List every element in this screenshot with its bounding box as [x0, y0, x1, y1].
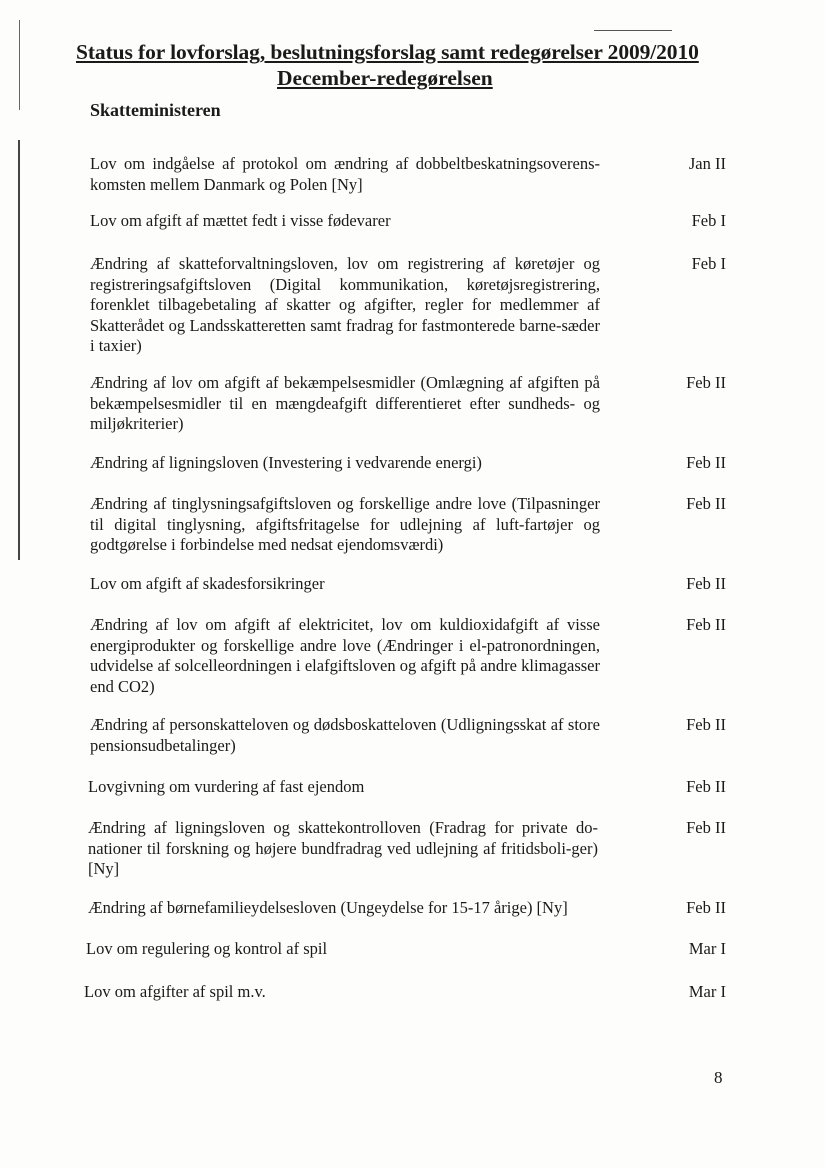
bill-item-text: Lov om afgift af mættet fedt i visse fødevarer	[90, 211, 391, 230]
bill-item-text: Lov om indgåelse af protokol om ændring af dobbeltbeskatningsoverens-komsten mellem Danmark og Polen [Ny]	[90, 154, 600, 194]
bill-item-text: Ændring af ligningsloven (Investering i vedvarende energi)	[90, 453, 482, 472]
bill-item-period: Feb II	[686, 898, 726, 917]
bill-item-period: Feb II	[686, 494, 726, 513]
bill-item-period: Feb II	[686, 818, 726, 837]
bill-item-text: Lov om regulering og kontrol af spil	[86, 939, 328, 958]
bill-item-text: Ændring af tinglysningsafgiftsloven og forskellige andre love (Tilpasninger til digital tinglysning, afgiftsfritagelse for udlejning af luft-fartøjer og godtgørelse i forbindelse med nedsat ejendomsværdi)	[90, 494, 600, 554]
scan-edge-mark	[19, 20, 20, 110]
bill-item-period: Feb II	[686, 615, 726, 634]
bill-item-text: Ændring af lov om afgift af bekæmpelsesmidler (Omlægning af afgiften på bekæmpelsesmidler til en mængdeafgift differentieret efter sundheds- og miljøkriterier)	[90, 373, 600, 433]
bill-item-period: Feb I	[691, 211, 726, 230]
document-title: Status for lovforslag, beslutningsforslag samt redegørelser 2009/2010	[76, 40, 699, 64]
bill-item-text: Ændring af skatteforvaltningsloven, lov om registrering af køretøjer og registreringsafgiftsloven (Digital kommunikation, køretøjsregistrering, forenklet tilbagebetaling af skatter og afgifter, regler for medlemmer af Skatterådet og Landsskatteretten samt fradrag for fastmonterede barne-sæder i taxier)	[90, 254, 600, 355]
bill-item-text: Ændring af personskatteloven og dødsboskatteloven (Udligningsskat af store pensionsudbetalinger)	[90, 715, 600, 755]
bill-item-text: Ændring af lov om afgift af elektricitet, lov om kuldioxidafgift af visse energiprodukter og forskellige andre love (Ændringer i el-patronordningen, udvidelse af solcelleordningen i elafgiftsloven og afgift på andre klimagasser end CO2)	[90, 615, 600, 696]
bill-item-period: Jan II	[688, 154, 726, 173]
bill-item-period: Mar I	[688, 939, 726, 958]
document-subtitle: December-redegørelsen	[277, 66, 493, 90]
bill-item-text: Lovgivning om vurdering af fast ejendom	[88, 777, 365, 796]
bill-item-period: Feb II	[686, 574, 726, 593]
bill-item-text: Ændring af ligningsloven og skattekontrolloven (Fradrag for private do-nationer til forskning og højere bundfradrag ved udlejning af fritidsboli-ger) [Ny]	[88, 818, 598, 878]
bill-item-period: Feb I	[691, 254, 726, 273]
bill-item-period: Mar I	[688, 982, 726, 1001]
bill-item-period: Feb II	[686, 453, 726, 472]
scan-edge-mark	[18, 140, 20, 560]
bill-item-text: Ændring af børnefamilieydelsesloven (Ungeydelse for 15-17 årige) [Ny]	[88, 898, 568, 917]
bill-item-period: Feb II	[686, 715, 726, 734]
bill-item-text: Lov om afgifter af spil m.v.	[84, 982, 266, 1001]
bill-item-period: Feb II	[686, 777, 726, 796]
bill-item-period: Feb II	[686, 373, 726, 392]
section-heading: Skatteministeren	[90, 100, 221, 120]
page-number: 8	[714, 1068, 723, 1087]
scan-edge-mark	[594, 30, 672, 31]
bill-item-text: Lov om afgift af skadesforsikringer	[90, 574, 325, 593]
